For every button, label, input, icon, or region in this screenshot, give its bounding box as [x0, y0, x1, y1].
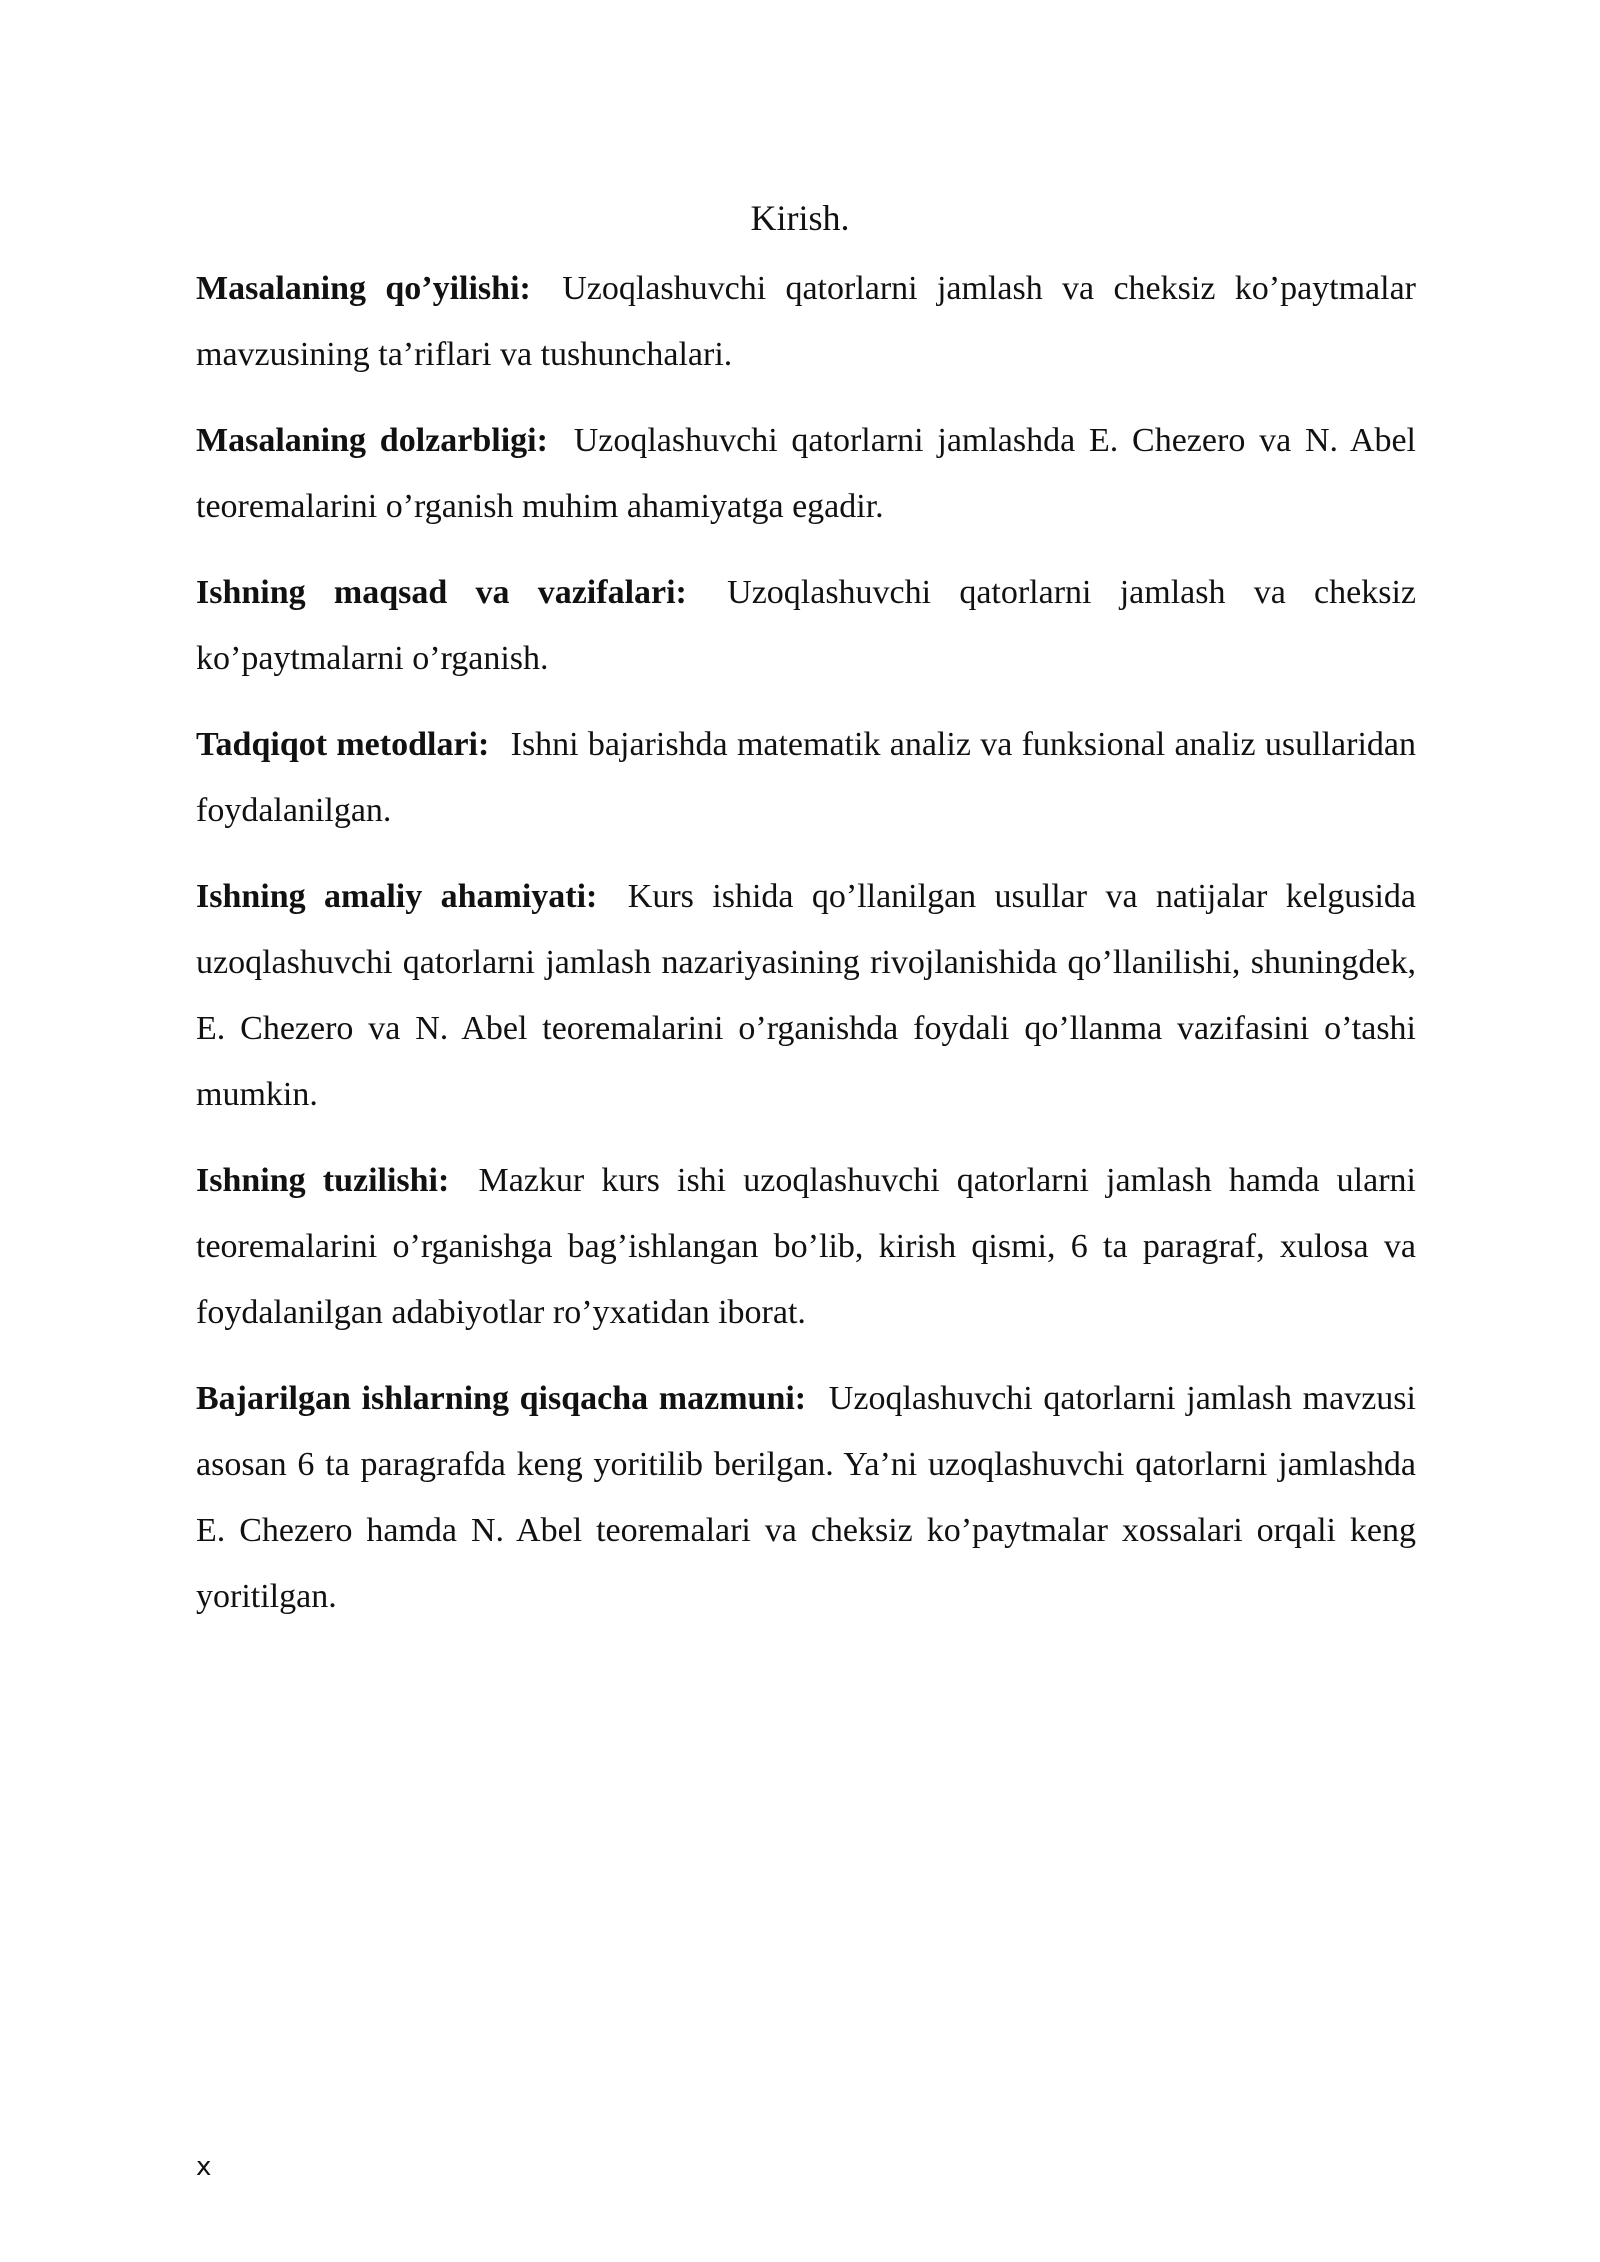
section-relevance: [196, 408, 1416, 540]
footer-mark: x: [196, 2152, 212, 2182]
section-text: Kurs ishida qo’llanilgan usullar va natijalar kelgusida uzoqlashuvchi qatorlarni jamlash nazariyasining rivojlanishida qo’llanilishi, shuningdek, E. Chezero va N. Abel teoremalarini o’rganishda foydali qo’llanma vazifasini o’tashi mumkin.: [196, 878, 1416, 1113]
section-label: Ishning maqsad va vazifalari:: [196, 574, 687, 611]
section-label: Tadqiqot metodlari:: [196, 726, 490, 763]
document-body: [196, 256, 1416, 1650]
section-practical-value: [196, 864, 1416, 1128]
page-title: Kirish.: [750, 198, 850, 238]
section-text: Uzoqlashuvchi qatorlarni jamlashda E. Chezero va N. Abel teoremalarini o’rganish muhim ahamiyatga egadir.: [196, 422, 1417, 525]
section-text: Ishni bajarishda matematik analiz va funksional analiz usullaridan foydalanilgan.: [196, 726, 1416, 829]
section-text: Uzoqlashuvchi qatorlarni jamlash mavzusi asosan 6 ta paragrafda keng yoritilib berilgan. Ya’ni uzoqlashuvchi qatorlarni jamlashda E. Chezero hamda N. Abel teoremalari va cheksiz ko’paytmalar xossalari orqali keng yoritilgan.: [196, 1380, 1416, 1615]
section-text: Mazkur kurs ishi uzoqlashuvchi qatorlarni jamlash hamda ularni teoremalarini o’rganishga bag’ishlangan bo’lib, kirish qismi, 6 ta paragraf, xulosa va foydalanilgan adabiyotlar ro’yxatidan iborat.: [196, 1162, 1416, 1331]
section-methods: [196, 712, 1416, 844]
section-label: Bajarilgan ishlarning qisqacha mazmuni:: [196, 1380, 807, 1417]
section-summary: [196, 1366, 1416, 1630]
section-label: Ishning tuzilishi:: [196, 1162, 450, 1199]
section-structure: [196, 1148, 1416, 1346]
section-goals: [196, 560, 1416, 692]
section-label: Masalaning dolzarbligi:: [196, 422, 548, 459]
section-problem-statement: [196, 256, 1416, 388]
section-label: Ishning amaliy ahamiyati:: [196, 878, 598, 915]
section-text: Uzoqlashuvchi qatorlarni jamlash va cheksiz ko’paytmalar mavzusining ta’riflari va tushunchalari.: [196, 270, 1417, 373]
section-text: Uzoqlashuvchi qatorlarni jamlash va cheksiz ko’paytmalarni o’rganish.: [196, 574, 1416, 677]
section-label: Masalaning qo’yilishi:: [196, 270, 531, 307]
